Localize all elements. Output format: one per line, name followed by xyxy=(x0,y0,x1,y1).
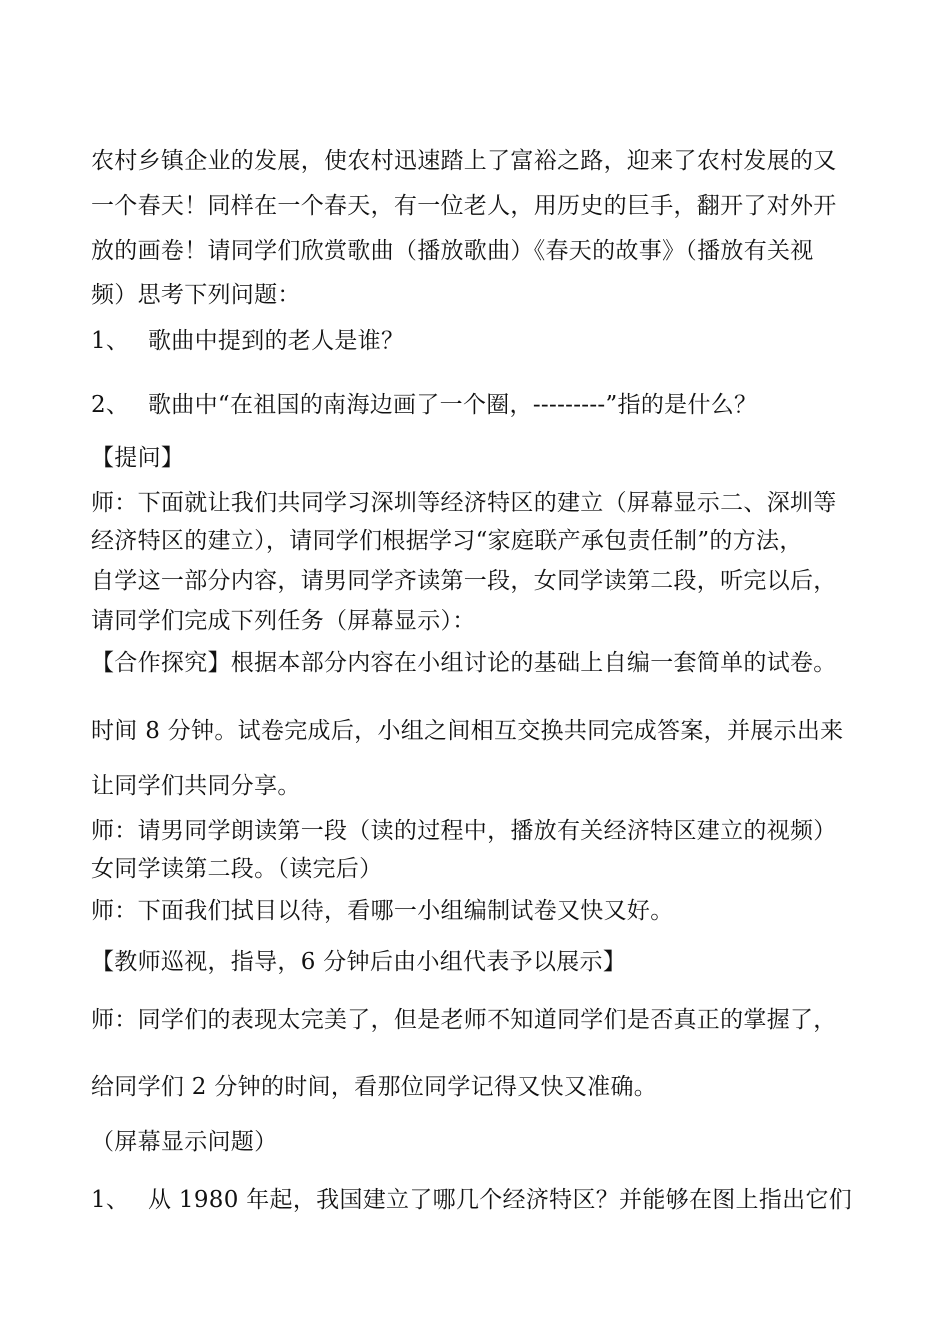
paragraph-line: 师：下面就让我们共同学习深圳等经济特区的建立（屏幕显示二、深圳等 xyxy=(91,490,837,516)
paragraph-line: 【合作探究】根据本部分内容在小组讨论的基础上自编一套简单的试卷。 xyxy=(91,650,837,676)
question-item-2 xyxy=(91,390,871,420)
paragraph-line: 放的画卷！请同学们欣赏歌曲（播放歌曲）《春天的故事》（播放有关视 xyxy=(91,238,814,264)
question-text: 歌曲中“在祖国的南海边画了一个圈，---------”指的是什么？ xyxy=(148,392,758,418)
paragraph-line: 经济特区的建立），请同学们根据学习“家庭联产承包责任制”的方法， xyxy=(91,528,803,554)
question-text: 从 1980 年起，我国建立了哪几个经济特区？并能够在图上指出它们 xyxy=(148,1187,853,1213)
question-item-3 xyxy=(91,1185,871,1215)
paragraph-line: 师：同学们的表现太完美了，但是老师不知道同学们是否真正的掌握了， xyxy=(91,1007,837,1033)
section-heading: 【提问】 xyxy=(91,445,185,471)
paragraph-line: 农村乡镇企业的发展，使农村迅速踏上了富裕之路，迎来了农村发展的又 xyxy=(91,148,837,174)
question-text: 歌曲中提到的老人是谁？ xyxy=(148,328,405,354)
paragraph-line: 师：请男同学朗读第一段（读的过程中，播放有关经济特区建立的视频） xyxy=(91,818,837,844)
paragraph-line: 一个春天！同样在一个春天，有一位老人，用历史的巨手，翻开了对外开 xyxy=(91,193,837,219)
paragraph-line: （屏幕显示问题） xyxy=(91,1129,278,1155)
paragraph-line: 师：下面我们拭目以待，看哪一小组编制试卷又快又好。 xyxy=(91,898,674,924)
paragraph-line: 请同学们完成下列任务（屏幕显示）： xyxy=(91,608,476,634)
question-number: 1、 xyxy=(91,1187,130,1213)
paragraph-line: 时间 8 分钟。试卷完成后，小组之间相互交换共同完成答案，并展示出来 xyxy=(91,718,844,744)
question-item-1 xyxy=(91,326,871,356)
paragraph-line: 自学这一部分内容，请男同学齐读第一段，女同学读第二段，听完以后， xyxy=(91,568,837,594)
question-number: 1、 xyxy=(91,328,130,354)
section-heading: 【教师巡视，指导，6 分钟后由小组代表予以展示】 xyxy=(91,949,627,975)
paragraph-line: 频）思考下列问题： xyxy=(91,282,301,308)
paragraph-line: 让同学们共同分享。 xyxy=(91,773,301,799)
paragraph-line: 女同学读第二段。（读完后） xyxy=(91,856,383,882)
paragraph-line: 给同学们 2 分钟的时间，看那位同学记得又快又准确。 xyxy=(91,1074,658,1100)
question-number: 2、 xyxy=(91,392,130,418)
